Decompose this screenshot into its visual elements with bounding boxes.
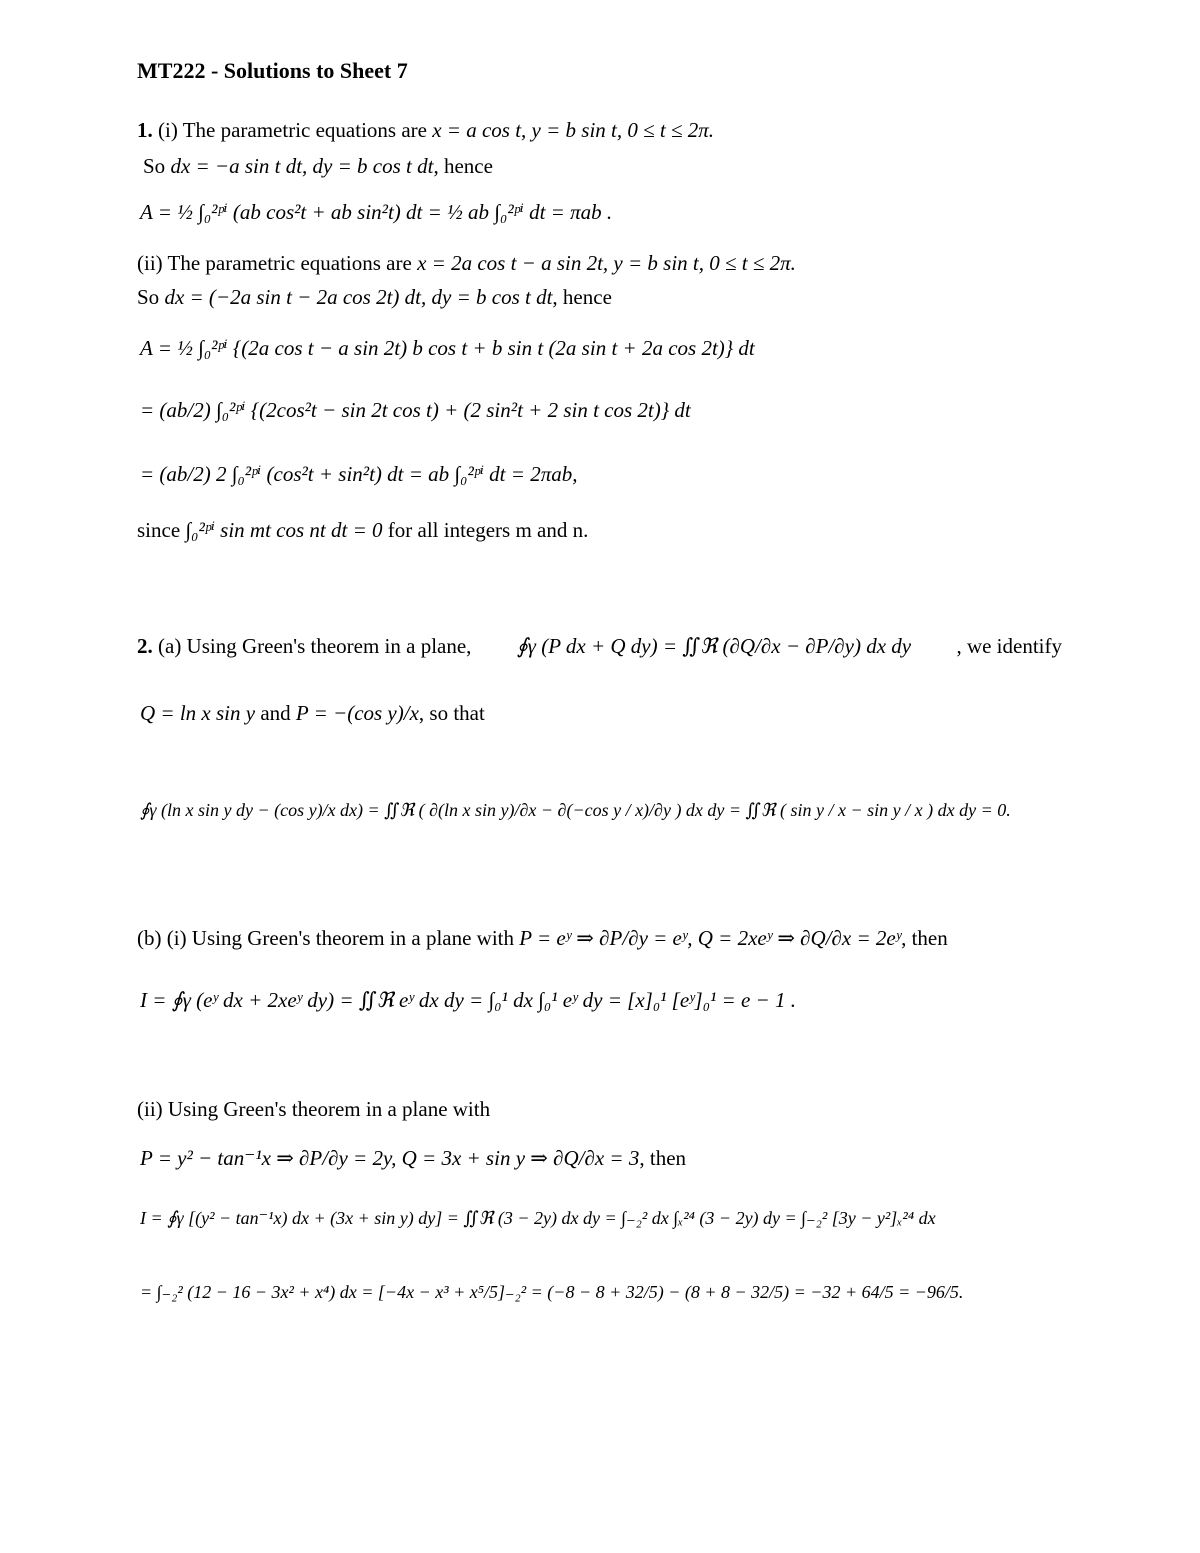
q2-c-line-2: P = y² − tan⁻¹x ⇒ ∂P/∂y = 2y, Q = 3x + sin y ⇒ ∂Q/∂x = 3, then bbox=[140, 1146, 687, 1170]
q1-number: 1. bbox=[137, 118, 153, 142]
q1-part-i-text: (i) The parametric equations are bbox=[158, 118, 427, 142]
q2-line-1: 2. (a) Using Green's theorem in a plane, ∮γ (P dx + Q dy) = ∬ℜ (∂Q/∂x − ∂P/∂y) dx dy , we identify bbox=[137, 634, 1062, 658]
page-title: MT222 - Solutions to Sheet 7 bbox=[137, 58, 408, 83]
q2-greens-theorem: ∮γ (P dx + Q dy) = ∬ℜ (∂Q/∂x − ∂P/∂y) dx dy bbox=[516, 634, 912, 658]
q1-line-1 bbox=[137, 118, 714, 143]
q1-part-ii-differentials: dx = (−2a sin t − 2a cos 2t) dt, dy = b cos t dt bbox=[164, 285, 553, 309]
q1-differentials: dx = −a sin t dt, dy = b cos t dt bbox=[170, 154, 434, 178]
q1-area-step-2: = (ab/2) ∫₀²ᵖⁱ {(2cos²t − sin 2t cos t) + (2 sin²t + 2 sin t cos 2t)} dt bbox=[140, 398, 691, 422]
q2-b-partials: P = eʸ ⇒ ∂P/∂y = eʸ, Q = 2xeʸ ⇒ ∂Q/∂x = 2eʸ bbox=[519, 926, 902, 950]
q1-area-formula-i: A = ½ ∫₀²ᵖⁱ (ab cos²t + ab sin²t) dt = ½ ab ∫₀²ᵖⁱ dt = πab . bbox=[140, 200, 613, 224]
q1-area-step-3: = (ab/2) 2 ∫₀²ᵖⁱ (cos²t + sin²t) dt = ab ∫₀²ᵖⁱ dt = 2πab, bbox=[140, 462, 578, 486]
q1-orthogonality: ∫₀²ᵖⁱ sin mt cos nt dt = 0 bbox=[185, 518, 383, 542]
q2-c-partials: P = y² − tan⁻¹x ⇒ ∂P/∂y = 2y, Q = 3x + sin y ⇒ ∂Q/∂x = 3 bbox=[140, 1146, 640, 1170]
q2-c-calculation: I = ∮γ [(y² − tan⁻¹x) dx + (3x + sin y) dy] = ∬ℜ (3 − 2y) dx dy = ∫₋₂² dx ∫ₓ²⁴ (3 − 2y) dy = ∫₋₂² [3y − y²]ₓ²⁴ dx bbox=[140, 1208, 936, 1228]
q1-line-9: since ∫₀²ᵖⁱ sin mt cos nt dt = 0 for all integers m and n. bbox=[137, 518, 589, 542]
q2-a-calculation: ∮γ (ln x sin y dy − (cos y)/x dx) = ∬ℜ ( ∂(ln x sin y)/∂x − ∂(−cos y / x)/∂y ) dx dy = ∬ℜ ( sin y / x − sin y / x ) dx dy = 0. bbox=[140, 800, 1011, 820]
q1-part-i-equations: x = a cos t, y = b sin t, 0 ≤ t ≤ 2π. bbox=[432, 118, 715, 142]
q2-b-calculation: I = ∮γ (eʸ dx + 2xeʸ dy) = ∬ℜ eʸ dx dy = ∫₀¹ dx ∫₀¹ eʸ dy = [x]₀¹ [eʸ]₀¹ = e − 1 . bbox=[140, 988, 796, 1012]
q1-line-2: So dx = −a sin t dt, dy = b cos t dt, hence bbox=[143, 154, 493, 178]
q1-part-ii-text: (ii) The parametric equations are bbox=[137, 251, 412, 275]
q1-line-4 bbox=[137, 251, 796, 276]
q2-c-line-1: (ii) Using Green's theorem in a plane with bbox=[137, 1097, 491, 1121]
q2-line-2: Q = ln x sin y and P = −(cos y)/x, so that bbox=[140, 701, 485, 725]
q2-b-line-1: (b) (i) Using Green's theorem in a plane with P = eʸ ⇒ ∂P/∂y = eʸ, Q = 2xeʸ ⇒ ∂Q/∂x = 2eʸ, then bbox=[137, 926, 948, 950]
q2-c-result: = ∫₋₂² (12 − 16 − 3x² + x⁴) dx = [−4x − x³ + x⁵/5]₋₂² = (−8 − 8 + 32/5) − (8 + 8 − 32/5) = −32 + 64/5 = −96/5. bbox=[140, 1282, 964, 1302]
q2-number: 2. bbox=[137, 634, 153, 658]
q1-area-formula-ii: A = ½ ∫₀²ᵖⁱ {(2a cos t − a sin 2t) b cos t + b sin t (2a sin t + 2a cos 2t)} dt bbox=[140, 336, 755, 360]
q1-part-ii-equations: x = 2a cos t − a sin 2t, y = b sin t, 0 ≤ t ≤ 2π. bbox=[417, 251, 796, 275]
q1-line-5: So dx = (−2a sin t − 2a cos 2t) dt, dy = b cos t dt, hence bbox=[137, 285, 612, 309]
